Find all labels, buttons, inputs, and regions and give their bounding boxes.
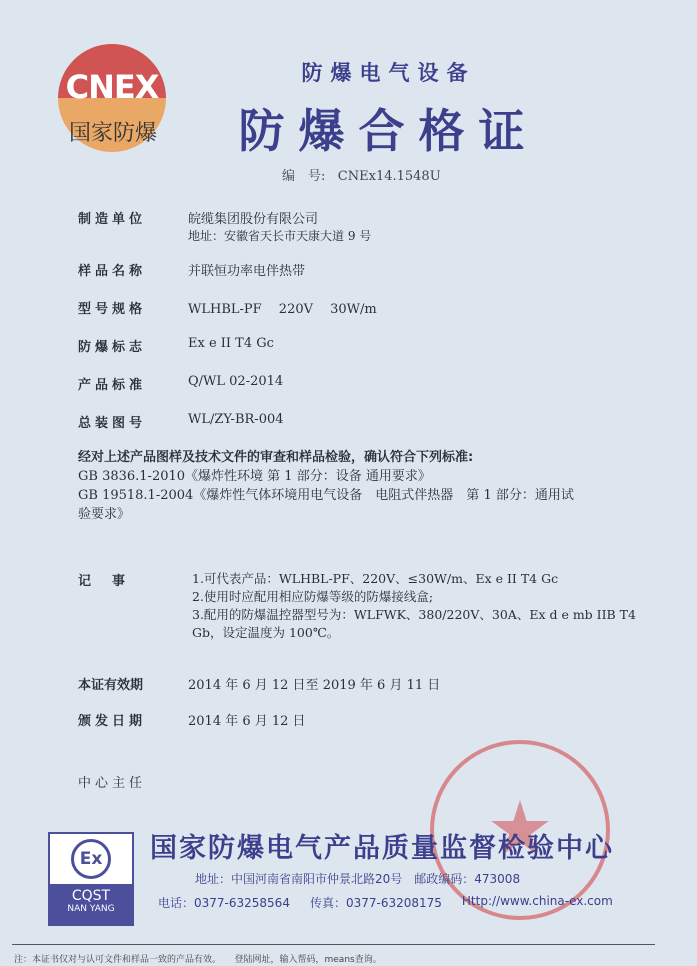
field-label: 制造单位 <box>78 212 147 227</box>
divider <box>12 944 655 945</box>
field-label: 防爆标志 <box>78 340 147 355</box>
field-label: 中心主任 <box>78 776 147 791</box>
note-item: 2.使用时应配用相应防爆等级的防爆接线盒; <box>192 589 434 604</box>
cqst-badge <box>48 832 134 926</box>
field-issue-date <box>78 710 306 729</box>
field-ex-marking <box>78 336 274 355</box>
field-standard <box>78 374 283 393</box>
field-value: 皖缆集团股份有限公司 <box>188 212 319 227</box>
note-item: 3.配用的防爆温控器型号为：WLFWK、380/220V、30A、Ex d e mb IIB T4 Gb，设定温度为 100℃。 <box>192 607 636 640</box>
field-label: 产品标准 <box>78 378 147 393</box>
field-drawing-no <box>78 412 284 431</box>
statement <box>78 448 578 524</box>
field-value: Q/WL 02-2014 <box>188 374 284 389</box>
field-value: 2014 年 6 月 12 日至 2019 年 6 月 11 日 <box>188 678 441 693</box>
issuer-contact <box>158 894 613 911</box>
cert-no-value: CNEx14.1548U <box>337 169 441 184</box>
footer-note: 注：本证书仅对与认可文件和样品一致的产品有效。 登陆网址，输入帮码，means查询。 <box>14 955 382 965</box>
field-label: 本证有效期 <box>78 678 144 693</box>
notes-label <box>78 570 129 589</box>
manufacturer-address: 地址：安徽省天长市天康大道 9 号 <box>188 229 372 243</box>
standard-item: GB 3836.1-2010《爆炸性环境 第 1 部分：设备 通用要求》 <box>78 469 431 484</box>
badge-city: NAN YANG <box>67 904 115 914</box>
issuer-website: Http://www.china-ex.com <box>461 894 613 908</box>
logo-subtitle: 国家防爆 <box>68 121 157 146</box>
cert-number <box>282 165 441 184</box>
field-label: 样品名称 <box>78 264 147 279</box>
field-value: 并联恒功率电伴热带 <box>188 264 306 279</box>
field-value: WLHBL-PF 220V 30W/m <box>188 302 377 317</box>
ex-icon: Ex <box>71 839 111 879</box>
logo-text: CNEX <box>65 68 159 106</box>
badge-org: CQST <box>71 888 111 904</box>
doc-subtitle: 防爆电气设备 <box>301 61 476 85</box>
issuer-address: 地址：中国河南省南阳市仲景北路20号 邮政编码：473008 <box>195 872 521 886</box>
notes <box>192 570 652 642</box>
field-label: 总装图号 <box>78 416 147 431</box>
field-director <box>78 772 188 791</box>
note-item: 1.可代表产品：WLHBL-PF、220V、≤30W/m、Ex e II T4 Gc <box>192 571 559 586</box>
issuer-phone: 电话：0377-63258564 <box>158 896 290 910</box>
field-value: 2014 年 6 月 12 日 <box>188 714 306 729</box>
doc-title: 防爆合格证 <box>238 104 539 158</box>
field-value: Ex e II T4 Gc <box>188 336 274 351</box>
field-label: 记 事 <box>78 574 130 589</box>
field-label: 型号规格 <box>78 302 147 317</box>
field-model <box>78 298 377 317</box>
standard-item: GB 19518.1-2004《爆炸性气体环境用电气设备 电阻式伴热器 第 1 部分：通用试验要求》 <box>78 488 574 522</box>
field-manufacturer <box>78 208 371 244</box>
field-sample-name <box>78 260 305 279</box>
statement-intro: 经对上述产品图样及技术文件的审查和样品检验，确认符合下列标准: <box>78 450 474 465</box>
field-validity <box>78 674 440 693</box>
cert-no-label: 编 号: <box>282 169 326 184</box>
field-value: WL/ZY-BR-004 <box>188 412 284 427</box>
issuer-fax: 传真：0377-63208175 <box>309 896 442 910</box>
field-label: 颁发日期 <box>78 714 147 729</box>
issuer-name: 国家防爆电气产品质量监督检验中心 <box>150 833 614 864</box>
